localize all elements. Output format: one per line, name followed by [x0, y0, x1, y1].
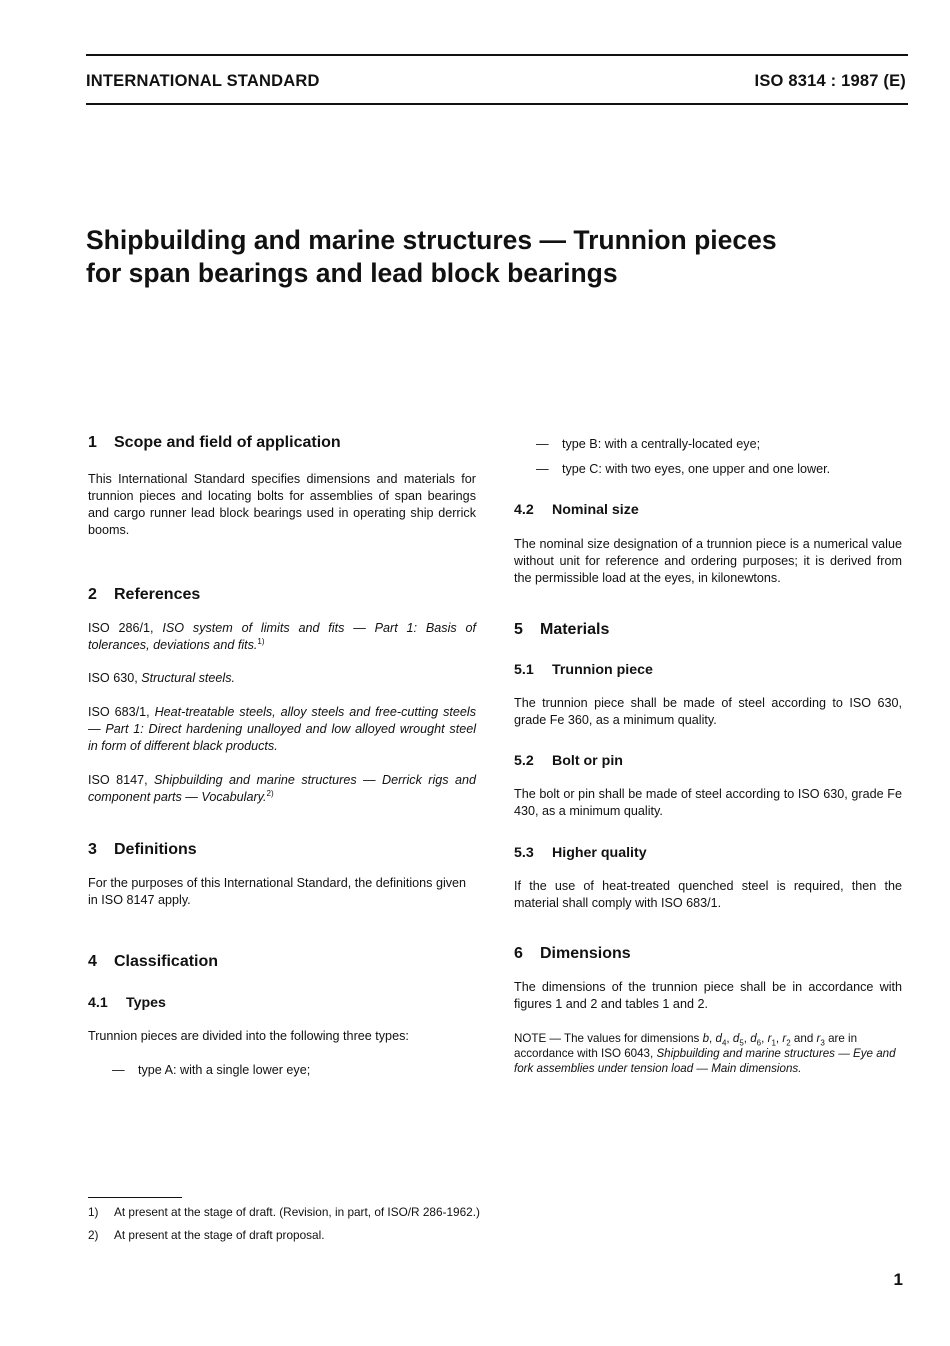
section-4-1-intro: Trunnion pieces are divided into the following three types:: [88, 1029, 409, 1043]
page-number: 1: [893, 1270, 903, 1289]
section-3-body: For the purposes of this International Standard, the definitions given in ISO 8147 apply.: [88, 876, 467, 907]
header-rule: [86, 103, 908, 105]
section-5-2-heading: 5.2 Bolt or pin: [514, 753, 623, 769]
top-rule: [86, 54, 908, 56]
section-6-note: NOTE — The values for dimensions b, $d_4$, $d_5$, $d_6$, $r_1$, $r_2$ and $r_3$ are in accordance with ISO 6043, Shipbuilding and marine structures — Eye and fork assemblies under tension load — Main dimensions.: [514, 1032, 896, 1075]
section-4-heading: 4 Classification: [88, 953, 219, 970]
header-standard-label: INTERNATIONAL STANDARD: [86, 72, 320, 90]
section-1-heading: 1 Scope and field of application: [88, 434, 341, 451]
reference-iso-630: ISO 630, Structural steels.: [88, 671, 236, 685]
section-4-2-heading: 4.2 Nominal size: [514, 502, 639, 518]
type-a-item: — type A: with a single lower eye;: [112, 1063, 311, 1077]
section-4-2-body: The nominal size designation of a trunnion piece is a numerical value without unit for reference and ordering purposes; it is derived from the permissible load at the eyes, in kilonewtons.: [514, 537, 902, 585]
page-title: [86, 224, 906, 290]
section-1-body: This International Standard specifies dimensions and materials for trunnion pieces and locating bolts for assemblies of span bearings and cargo runner lead block bearings used in operating ship derrick booms.: [88, 472, 476, 537]
footnote-separator: [88, 1197, 182, 1198]
section-5-3-body: If the use of heat-treated quenched steel is required, then the material shall comply with ISO 683/1.: [514, 879, 902, 910]
section-5-heading: 5 Materials: [514, 621, 610, 638]
section-5-1-body: The trunnion piece shall be made of steel according to ISO 630, grade Fe 360, as a minimum quality.: [514, 696, 902, 727]
reference-iso-8147: ISO 8147, Shipbuilding and marine structures — Derrick rigs and component parts — Vocabulary.$^{2)}$: [88, 773, 476, 804]
reference-iso-683-1: ISO 683/1, Heat-treatable steels, alloy steels and free-cutting steels — Part 1: Direct hardening unalloyed and low alloyed wrought steel in form of different black products.: [88, 705, 476, 753]
section-2-heading: 2 References: [88, 586, 201, 603]
title-line-1: Shipbuilding and marine structures — Trunnion pieces: [86, 225, 777, 255]
title-line-2: for span bearings and lead block bearings: [86, 258, 618, 288]
section-6-body: The dimensions of the trunnion piece shall be in accordance with figures 1 and 2 and tables 1 and 2.: [514, 980, 902, 1011]
type-b-item: — type B: with a centrally-located eye;: [536, 437, 761, 451]
section-3-heading: 3 Definitions: [88, 841, 197, 858]
section-6-heading: 6 Dimensions: [514, 945, 631, 962]
footnote-1: 1) At present at the stage of draft. (Revision, in part, of ISO/R 286-1962.): [88, 1205, 480, 1219]
section-5-3-heading: 5.3 Higher quality: [514, 845, 647, 861]
header-document-number: ISO 8314 : 1987 (E): [754, 72, 906, 90]
reference-iso-286-1: ISO 286/1, ISO system of limits and fits — Part 1: Basis of tolerances, deviations and fits.$^{1)}$: [88, 621, 476, 652]
section-5-2-body: The bolt or pin shall be made of steel according to ISO 630, grade Fe 430, as a minimum quality.: [514, 787, 902, 818]
section-5-1-heading: 5.1 Trunnion piece: [514, 662, 653, 678]
type-c-item: — type C: with two eyes, one upper and one lower.: [536, 462, 831, 476]
footnote-2: 2) At present at the stage of draft proposal.: [88, 1228, 325, 1242]
section-4-1-heading: 4.1 Types: [88, 995, 166, 1011]
